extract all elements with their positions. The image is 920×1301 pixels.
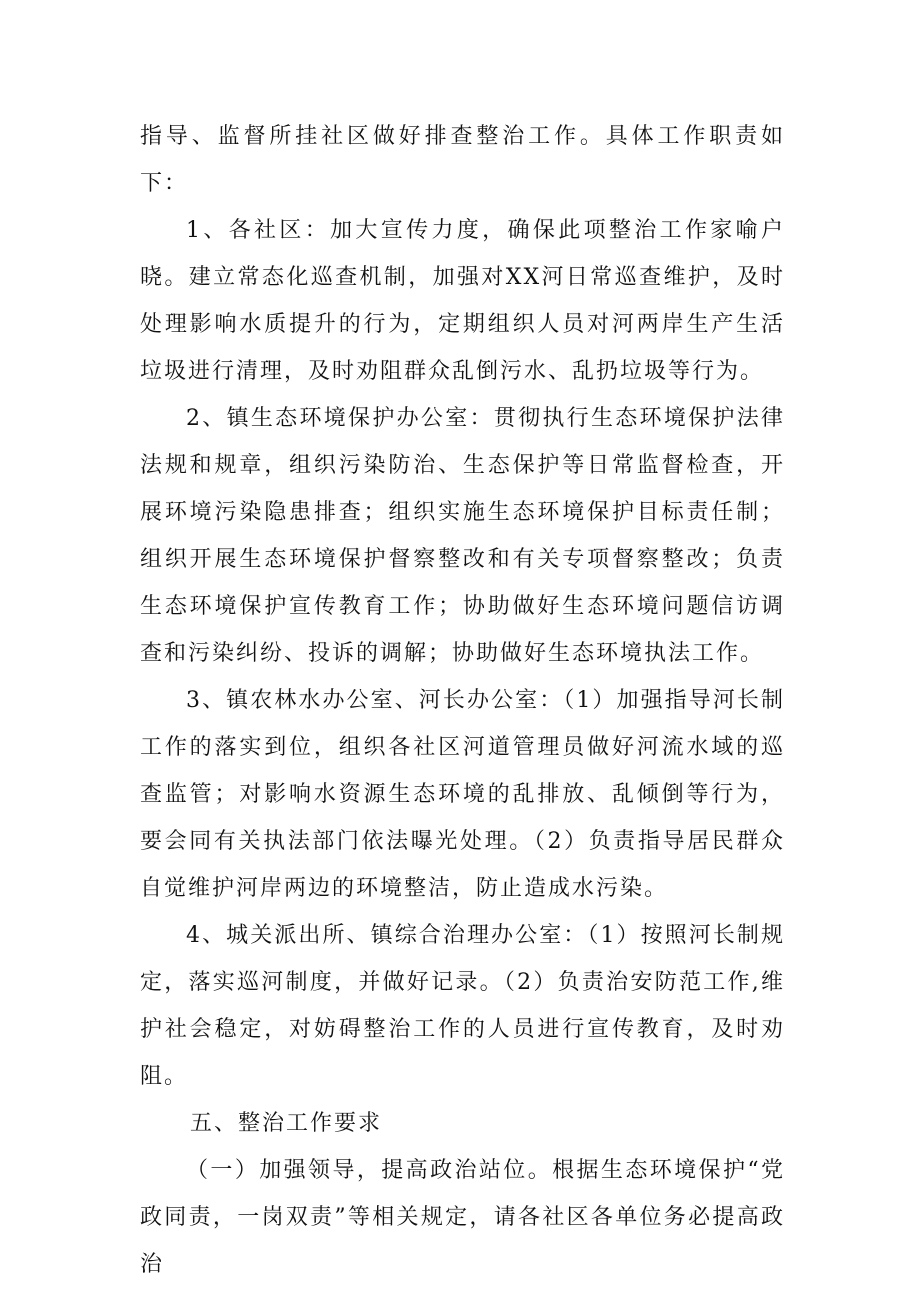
paragraph-intro: 指导、监督所挂社区做好排查整治工作。具体工作职责如下： <box>140 124 785 196</box>
paragraph-item-3-agri-river-office: 3、镇农林水办公室、河长办公室：（1）加强指导河长制工作的落实到位，组织各社区河道管理员做好河流水域的巡查监管；对影响水资源生态环境的乱排放、乱倾倒等行为，要会同有关执法部门依法曝光处理。（2）负责指导居民群众自觉维护河岸两边的环境整洁，防止造成水污染。 <box>140 688 785 901</box>
paragraph-item-1-communities: 1、各社区：加大宣传力度，确保此项整治工作家喻户晓。建立常态化巡查机制，加强对XX河日常巡查维护，及时处理影响水质提升的行为，定期组织人员对河两岸生产生活垃圾进行清理，及时劝阻群众乱倒污水、乱扔垃圾等行为。 <box>140 218 785 384</box>
document-page <box>140 113 785 1288</box>
paragraph-item-2-eco-office: 2、镇生态环境保护办公室：贯彻执行生态环境保护法律法规和规章，组织污染防治、生态保护等日常监督检查，开展环境污染隐患排查；组织实施生态环境保护目标责任制；组织开展生态环境保护督察整改和有关专项督察整改；负责生态环境保护宣传教育工作；协助做好生态环境问题信访调查和污染纠纷、投诉的调解；协助做好生态环境执法工作。 <box>140 406 785 666</box>
paragraph-requirement-1: （一）加强领导，提高政治站位。根据生态环境保护“党政同责，一岗双责”等相关规定，请各社区各单位务必提高政治 <box>140 1158 785 1277</box>
section-heading-requirements: 五、整治工作要求 <box>190 1111 383 1136</box>
paragraph-item-4-police-office: 4、城关派出所、镇综合治理办公室：（1）按照河长制规定，落实巡河制度，并做好记录。（2）负责治安防范工作,维护社会稳定，对妨碍整治工作的人员进行宣传教育，及时劝阻。 <box>140 923 785 1089</box>
